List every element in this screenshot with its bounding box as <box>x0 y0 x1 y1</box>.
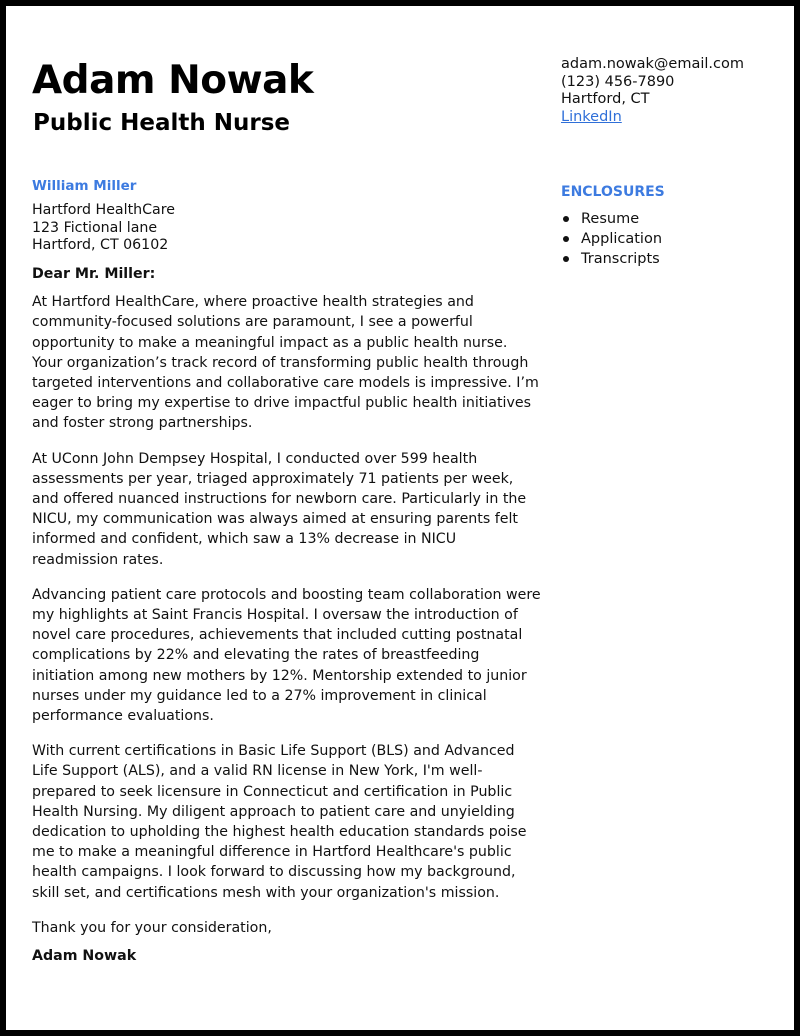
letter-paragraph: At UConn John Dempsey Hospital, I conducted over 599 health assessments per year, triaged approximately 71 patients per week, and offered nuanced instructions for newborn care. Particularly in the NICU, my communication was always aimed at ensuring parents felt informed and confident, which saw a 13% decrease in NICU readmission rates. <box>32 450 527 568</box>
recipient-city: Hartford, CT 06102 <box>32 237 169 254</box>
applicant-job-title: Public Health Nurse <box>33 110 290 136</box>
recipient-address <box>32 202 542 255</box>
enclosures-heading: ENCLOSURES <box>561 184 665 200</box>
contact-phone: (123) 456-7890 <box>561 73 675 90</box>
enclosures-section <box>561 184 771 269</box>
contact-location: Hartford, CT <box>561 91 650 108</box>
salutation: Dear Mr. Miller: <box>32 266 156 283</box>
signature-name: Adam Nowak <box>32 948 137 964</box>
enclosure-item: Resume <box>561 209 771 229</box>
cover-letter-page <box>6 6 794 1030</box>
recipient-name: William Miller <box>32 178 137 194</box>
closing-line: Thank you for your consideration, <box>32 919 272 936</box>
letter-paragraph: At Hartford HealthCare, where proactive health strategies and community-focused solutions are paramount, I see a powerful opportunity to make a meaningful impact as a public health nurse. Your organization’s track record of transforming public health through targeted interventions and collaborative care models is impressive. I’m eager to bring my expertise to drive impactful public health initiatives and foster strong partnerships. <box>32 294 539 432</box>
letter-body <box>32 178 542 966</box>
enclosure-item: Application <box>561 229 771 249</box>
recipient-street: 123 Fictional lane <box>32 219 158 236</box>
linkedin-link[interactable]: LinkedIn <box>561 109 622 126</box>
enclosures-list <box>561 209 771 269</box>
enclosure-item: Transcripts <box>561 249 771 269</box>
contact-email[interactable]: adam.nowak@email.com <box>561 56 744 72</box>
contact-block <box>561 56 744 127</box>
recipient-company: Hartford HealthCare <box>32 202 175 218</box>
letter-paragraph: With current certifications in Basic Life Support (BLS) and Advanced Life Support (ALS), and a valid RN license in New York, I'm well-prepared to seek licensure in Connecticut and certification in Public Health Nursing. My diligent approach to patient care and unyielding dedication to upholding the highest health education standards poise me to make a meaningful difference in Hartford Healthcare's public health campaigns. I look forward to discussing how my background, skill set, and certifications mesh with your organization's mission. <box>32 743 527 901</box>
applicant-name: Adam Nowak <box>32 58 314 103</box>
letter-paragraph: Advancing patient care protocols and boosting team collaboration were my highlights at Saint Francis Hospital. I oversaw the introduction of novel care procedures, achievements that included cutting postnatal complications by 22% and elevating the rates of breastfeeding initiation among new mothers by 12%. Mentorship extended to junior nurses under my guidance led to a 27% improvement in clinical performance evaluations. <box>32 586 541 724</box>
